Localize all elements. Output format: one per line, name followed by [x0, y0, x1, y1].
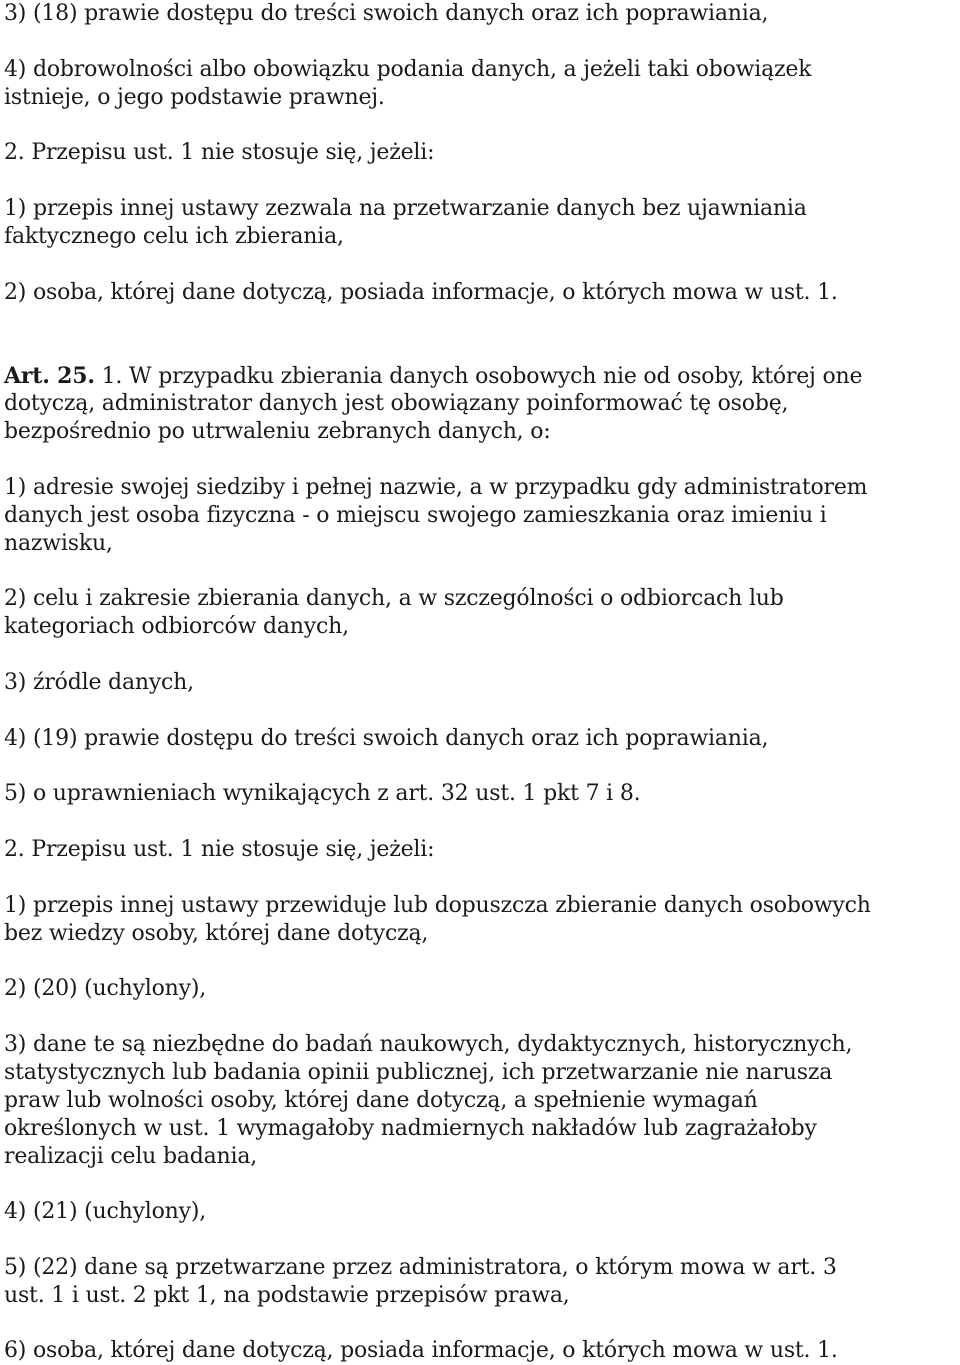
text-line: faktycznego celu ich zbierania,: [4, 224, 344, 249]
text-line: ust. 1 i ust. 2 pkt 1, na podstawie przepisów prawa,: [4, 1283, 570, 1308]
text-line: 1) adresie swojej siedziby i pełnej nazwie, a w przypadku gdy administratorem: [4, 475, 868, 500]
text-line: realizacji celu badania,: [4, 1144, 258, 1169]
text-line: 2) osoba, której dane dotyczą, posiada informacje, o których mowa w ust. 1.: [4, 280, 838, 305]
text-line: bezpośrednio po utrwaleniu zebranych danych, o:: [4, 419, 551, 444]
text-line: 2. Przepisu ust. 1 nie stosuje się, jeżeli:: [4, 140, 435, 165]
text-line: 3) (18) prawie dostępu do treści swoich danych oraz ich poprawiania,: [4, 1, 769, 26]
text-line: kategoriach odbiorców danych,: [4, 614, 349, 639]
text-line: 3) źródle danych,: [4, 670, 194, 695]
text-line: 2. Przepisu ust. 1 nie stosuje się, jeżeli:: [4, 837, 435, 862]
text-line: 4) (21) (uchylony),: [4, 1199, 207, 1224]
text-line: 5) o uprawnieniach wynikających z art. 32 ust. 1 pkt 7 i 8.: [4, 781, 641, 806]
text-line: 2) (20) (uchylony),: [4, 976, 207, 1001]
article-line: [4, 362, 862, 391]
text-line: dotyczą, administrator danych jest obowiązany poinformować tę osobę,: [4, 391, 789, 416]
text-line: danych jest osoba fizyczna - o miejscu swojego zamieszkania oraz imieniu i: [4, 503, 827, 528]
text-line: 2) celu i zakresie zbierania danych, a w szczególności o odbiorcach lub: [4, 586, 784, 611]
text-line: 1) przepis innej ustawy przewiduje lub dopuszcza zbieranie danych osobowych: [4, 893, 871, 918]
article-text: 1. W przypadku zbierania danych osobowych nie od osoby, której one: [94, 364, 863, 389]
text-line: 3) dane te są niezbędne do badań naukowych, dydaktycznych, historycznych,: [4, 1032, 853, 1057]
text-line: istnieje, o jego podstawie prawnej.: [4, 85, 385, 110]
text-line: nazwisku,: [4, 531, 113, 556]
text-line: praw lub wolności osoby, której dane dotyczą, a spełnienie wymagań: [4, 1088, 758, 1113]
text-line: określonych w ust. 1 wymagałoby nadmiernych nakładów lub zagrażałoby: [4, 1116, 817, 1141]
text-line: statystycznych lub badania opinii publicznej, ich przetwarzanie nie narusza: [4, 1060, 833, 1085]
article-heading: Art. 25.: [4, 363, 95, 389]
text-line: 4) dobrowolności albo obowiązku podania danych, a jeżeli taki obowiązek: [4, 57, 812, 82]
text-line: 1) przepis innej ustawy zezwala na przetwarzanie danych bez ujawniania: [4, 196, 807, 221]
text-line: 4) (19) prawie dostępu do treści swoich danych oraz ich poprawiania,: [4, 726, 769, 751]
text-line: 5) (22) dane są przetwarzane przez administratora, o którym mowa w art. 3: [4, 1255, 837, 1280]
text-line: 6) osoba, której dane dotyczą, posiada informacje, o których mowa w ust. 1.: [4, 1338, 838, 1363]
text-line: bez wiedzy osoby, której dane dotyczą,: [4, 921, 429, 946]
